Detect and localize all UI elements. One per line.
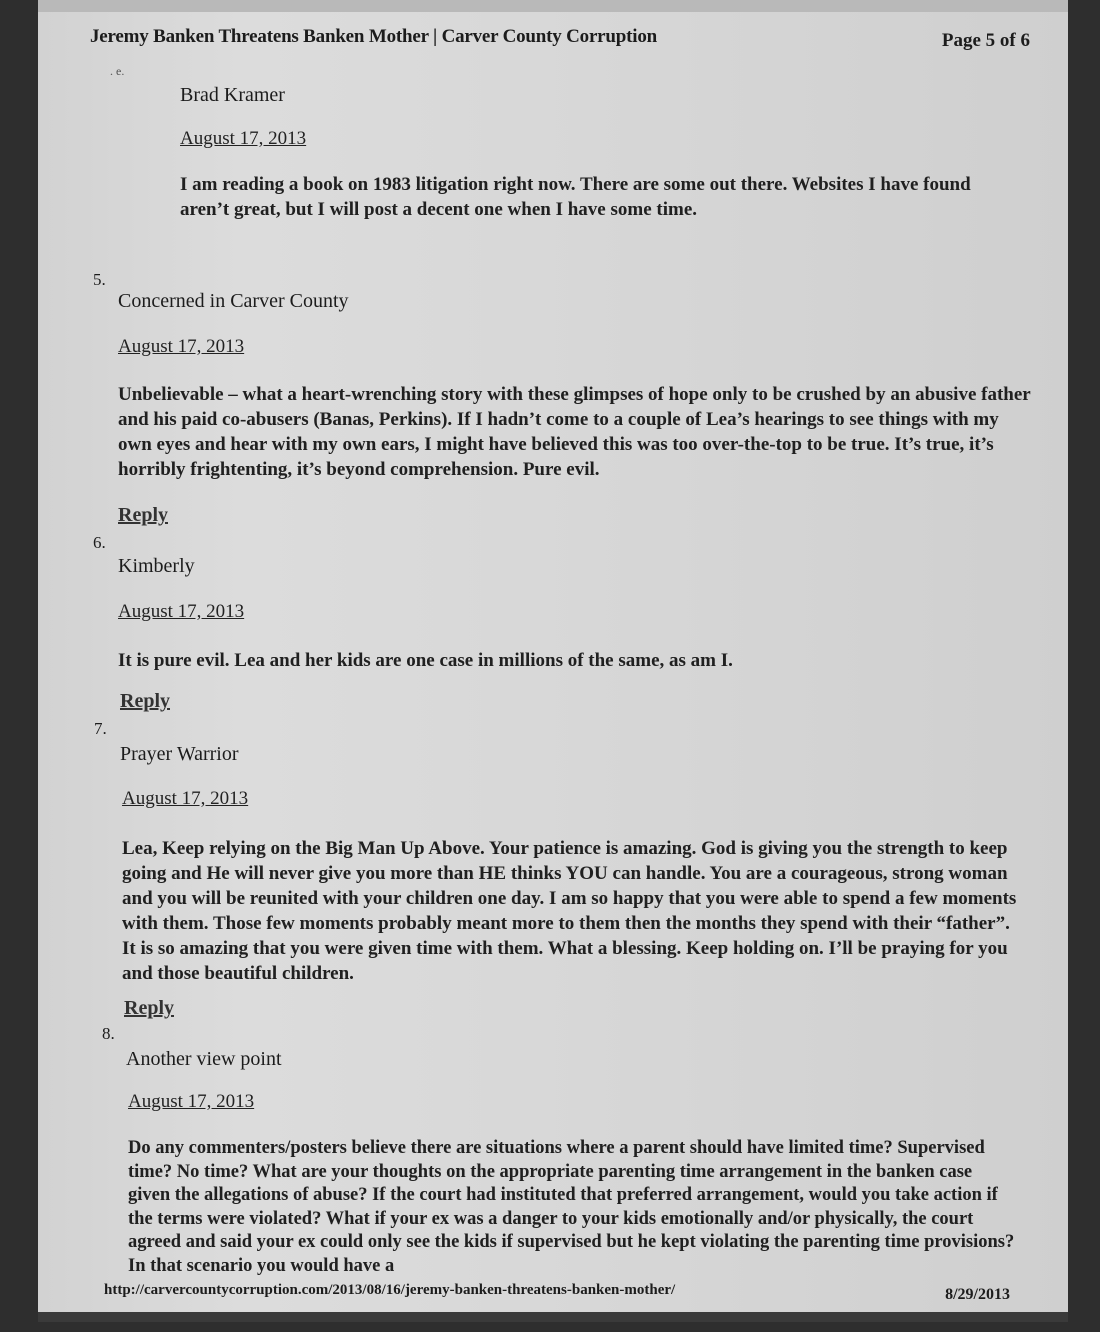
comment-author: Concerned in Carver County bbox=[118, 290, 349, 312]
reply-link[interactable]: Reply bbox=[120, 690, 170, 712]
comment-date-link[interactable]: August 17, 2013 bbox=[122, 788, 249, 809]
page-number: Page 5 of 6 bbox=[941, 30, 1030, 51]
comment-author: Brad Kramer bbox=[180, 84, 285, 106]
page-header-title: Jeremy Banken Threatens Banken Mother | Carver County Corruption bbox=[90, 26, 658, 47]
page-top-shadow bbox=[38, 0, 1068, 12]
comment-author: Prayer Warrior bbox=[120, 743, 239, 765]
comment-date-link[interactable]: August 17, 2013 bbox=[180, 128, 307, 149]
reply-link[interactable]: Reply bbox=[124, 997, 174, 1019]
comment-number: 7. bbox=[94, 719, 107, 738]
page-bottom-shadow bbox=[38, 1312, 1068, 1322]
comment-text: I am reading a book on 1983 litigation right now. There are some out there. Websites I have found aren’t great, but I will post a decent one when I have some time. bbox=[180, 174, 971, 220]
comment-text: Unbelievable – what a heart-wrenching story with these glimpses of hope only to be crushed by an abusive father and his paid co-abusers (Banas, Perkins). If I hadn’t come to a couple of Lea’s hearings to see things with my own eyes and hear with my own ears, I might have believed this was too over-the-top to be true. It’s true, it’s horribly frightenting, it’s beyond comprehension. Pure evil. bbox=[118, 384, 1031, 480]
scan-specks: . e. bbox=[110, 64, 125, 78]
footer-print-date: 8/29/2013 bbox=[945, 1286, 1010, 1303]
reply-link[interactable]: Reply bbox=[118, 504, 168, 526]
comment-date-link[interactable]: August 17, 2013 bbox=[118, 601, 245, 622]
footer-url: http://carvercountycorruption.com/2013/08/16/jeremy-banken-threatens-banken-mother/ bbox=[104, 1282, 676, 1298]
comment-text: It is pure evil. Lea and her kids are one case in millions of the same, as am I. bbox=[118, 650, 733, 671]
comment-text: Lea, Keep relying on the Big Man Up Above. Your patience is amazing. God is giving you the strength to keep going and He will never give you more than HE thinks YOU can handle. You are a courageous, strong woman and you will be reunited with your children one day. I am so happy that you were able to spend a few moments with them. Those few moments probably meant more to them then the months they spend with their “father”. It is so amazing that you were given time with them. What a blessing. Keep holding on. I’ll be praying for you and those beautiful children. bbox=[122, 838, 1017, 984]
document-page bbox=[38, 0, 1068, 1322]
comment-number: 5. bbox=[93, 270, 106, 289]
comment-number: 8. bbox=[102, 1024, 115, 1043]
comment-author: Another view point bbox=[126, 1048, 282, 1070]
comment-date-link[interactable]: August 17, 2013 bbox=[128, 1091, 255, 1112]
comment-text: Do any commenters/posters believe there are situations where a parent should have limited time? Supervised time? No time? What are your thoughts on the appropriate parenting time arrangement in the banken case given the allegations of abuse? If the court had instituted that preferred arrangement, would you take action if the terms were violated? What if your ex was a danger to your kids emotionally and/or physically, the court agreed and said your ex could only see the kids if supervised but he kept violating the parenting time provisions? In that scenario you would have a bbox=[128, 1138, 1015, 1276]
comment-date-link[interactable]: August 17, 2013 bbox=[118, 336, 245, 357]
comment-number: 6. bbox=[93, 533, 106, 552]
comment-author: Kimberly bbox=[118, 555, 195, 577]
